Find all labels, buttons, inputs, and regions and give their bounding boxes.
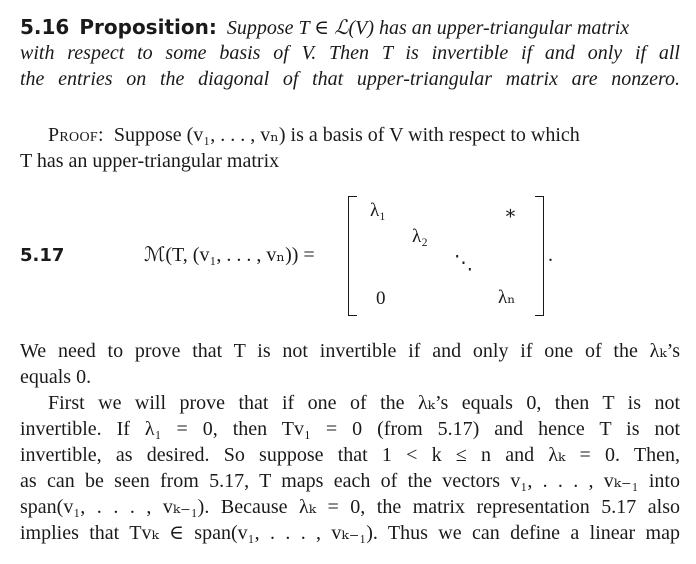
body-line-7: span(v₁, . . . , vₖ₋₁). Because λₖ = 0, the matrix representation 5.17 also [20, 496, 680, 518]
matrix-right-bracket [535, 196, 544, 316]
proposition-label: Proposition: [79, 15, 217, 39]
upper-triangular-matrix [348, 196, 544, 314]
proposition-text-2: with respect to some basis of V. Then T is invertible if and only if all [20, 42, 680, 64]
body-line-3: First we will prove that if one of the λₖ’s equals 0, then T is not [48, 392, 680, 414]
equation-period: . [548, 244, 553, 266]
body-line-1: We need to prove that T is not invertible if and only if one of the λₖ’s [20, 340, 680, 362]
body-line-2: equals 0. [20, 366, 92, 388]
proof-text-1: Suppose (v₁, . . . , vₙ) is a basis of V with respect to which [113, 124, 580, 146]
proposition-line-1 [20, 14, 680, 41]
equation-lhs: ℳ(T, (v₁, . . . , vₙ)) = [144, 244, 315, 266]
proof-line-1 [20, 122, 680, 148]
equation-number: 5.17 [20, 245, 65, 266]
proof-label: Proof: [48, 124, 104, 146]
body-line-8: implies that Tvₖ ∈ span(v₁, . . . , vₖ₋₁). Thus we can define a linear map [20, 522, 680, 544]
body-line-4: invertible. If λ₁ = 0, then Tv₁ = 0 (from 5.17) and hence T is not [20, 418, 680, 440]
body-line-6: as can be seen from 5.17, T maps each of the vectors v₁, . . . , vₖ₋₁ into [20, 470, 680, 492]
matrix-left-bracket [348, 196, 357, 316]
matrix-entry-upper-star: ∗ [504, 203, 517, 224]
proposition-text-3: the entries on the diagonal of that upper-triangular matrix are nonzero. [20, 68, 680, 90]
matrix-entry-lambda-2: λ₂ [412, 226, 428, 247]
proposition-text-1: Suppose T ∈ ℒ(V) has an upper-triangular matrix [226, 17, 630, 39]
proposition-number: 5.16 [20, 15, 70, 39]
matrix-diagonal-dots: ⋱ [454, 253, 473, 274]
proof-text-2: T has an upper-triangular matrix [20, 150, 280, 172]
matrix-entry-lambda-1: λ₁ [370, 200, 386, 221]
body-line-5: invertible, as desired. So suppose that 1 < k ≤ n and λₖ = 0. Then, [20, 444, 680, 466]
matrix-entry-lambda-n: λₙ [498, 287, 516, 308]
matrix-entry-lower-zero: 0 [376, 288, 386, 309]
